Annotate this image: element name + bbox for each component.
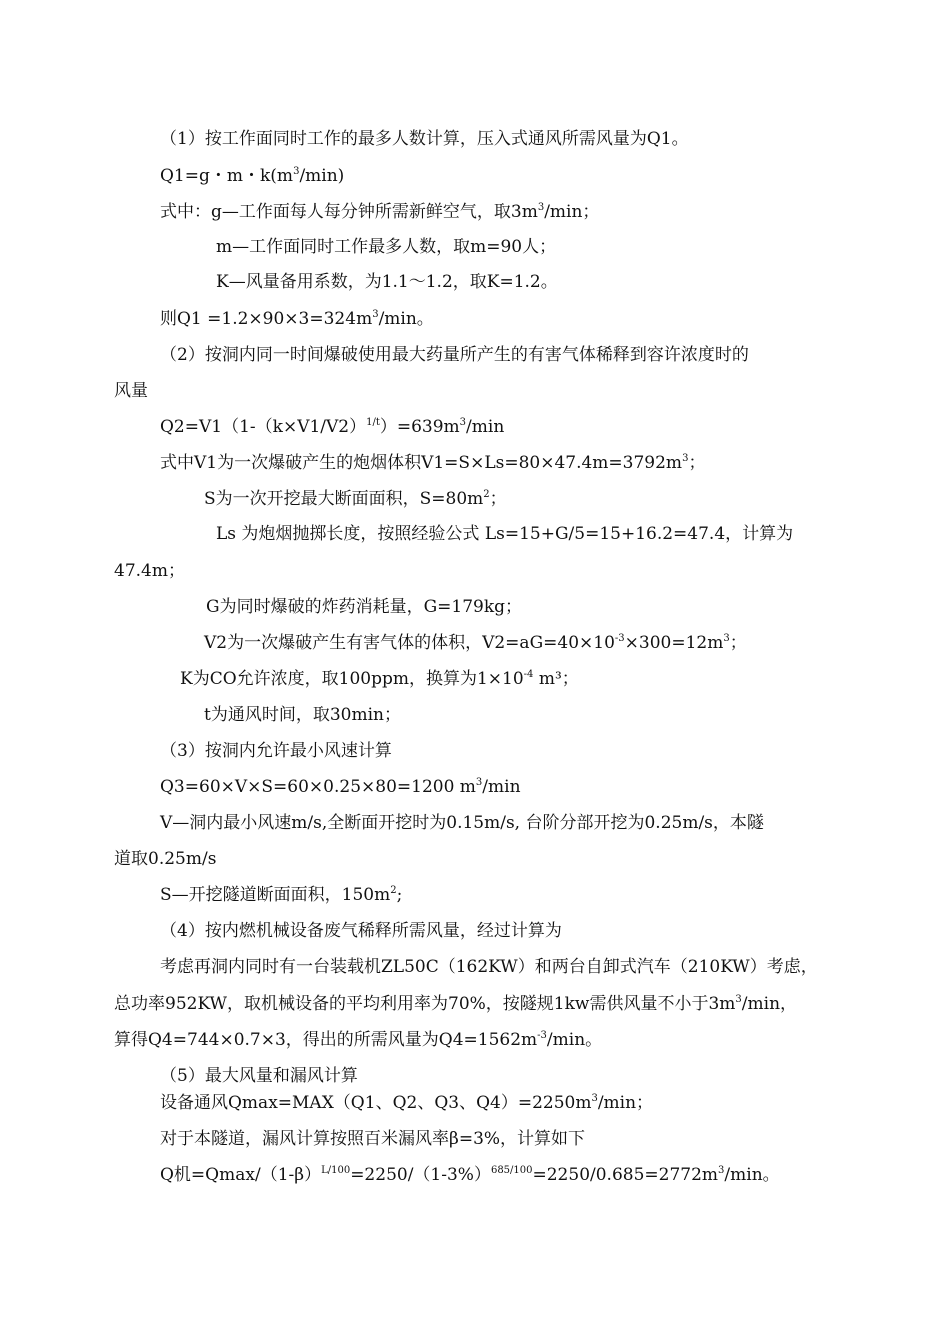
formula-q3: Q3=60×V×S=60×0.25×80=1200 $m^3/\min$	[160, 777, 521, 797]
where-m: m—工作面同时工作最多人数，取m=90人；	[216, 237, 557, 257]
where-t: t为通风时间，取30min；	[204, 705, 401, 725]
formula-q2: $Q2=V1(1-(k\times V1/V2)^{1/t})=639m^3/\min$	[160, 417, 505, 437]
formula-q1: Q1=g・m・$k(m^3/\min)$	[160, 166, 345, 186]
where-s: S为一次开挖最大断面面积，$S=80m^2$；	[204, 489, 507, 509]
where-v1: 式中V1为一次爆破产生的炮烟体积$V1=S\times Ls=80\times 47.4m=3792m^3$；	[160, 453, 706, 473]
formula-qmax: 设备通风Qmax=MAX（Q1、Q2、Q3、$Q4)=2250m^3/\min$；	[160, 1093, 654, 1113]
where-v-cont: 道取0.25m/s	[114, 849, 217, 869]
where-ls-cont: 47.4m；	[114, 561, 185, 581]
formula-q-machine: Q机$=Qmax/(1-\beta)^{L/100}=2250/(1-3\%)^{685/100}=2250/0.685=2772m^3/\min$。	[160, 1165, 780, 1185]
section-4-para-line-3: 算得Q4=744×0.7×3，得出的所需风量为$Q4=1562m^{-3}/\min$。	[114, 1030, 603, 1050]
section-5-heading: （5）最大风量和漏风计算	[160, 1066, 358, 1086]
section-4-para-line-1: 考虑再洞内同时有一台装载机ZL50C（162KW）和两台自卸式汽车（210KW）考虑，	[160, 957, 818, 977]
where-k-co: K为CO允许浓度，取100ppm，换算为$1\times 10^{-4}$ m³；	[180, 669, 579, 689]
section-1-heading: （1）按工作面同时工作的最多人数计算，压入式通风所需风量为Q1。	[160, 129, 689, 149]
where-g-charge: G为同时爆破的炸药消耗量，G=179kg；	[206, 597, 523, 617]
section-4-heading: （4）按内燃机械设备废气稀释所需风量，经过计算为	[160, 921, 562, 941]
where-s-tunnel: S—开挖隧道断面面积，$150m^2$;	[160, 885, 403, 905]
where-g: 式中：g—工作面每人每分钟所需新鲜空气，取$3m^3/\min$；	[160, 202, 600, 222]
where-k: K—风量备用系数，为1.1～1.2，取K=1.2。	[216, 272, 558, 292]
section-4-para-line-2: 总功率952KW，取机械设备的平均利用率为70%，按隧规1kw需供风量不小于$3m^3/\min$，	[114, 994, 798, 1014]
result-q1: 则$Q1 =1.2\times 90\times 3=324m^3/\min$。	[160, 309, 434, 329]
section-2-heading-cont: 风量	[114, 381, 148, 401]
where-ls: Ls 为炮烟抛掷长度，按照经验公式 Ls=15+G/5=15+16.2=47.4，计算为	[216, 524, 794, 544]
where-v: V—洞内最小风速m/s,全断面开挖时为0.15m/s, 台阶分部开挖为0.25m/s，本隧	[160, 813, 764, 833]
leak-rate-line: 对于本隧道，漏风计算按照百米漏风率β=3%，计算如下	[160, 1129, 586, 1149]
section-3-heading: （3）按洞内允许最小风速计算	[160, 741, 392, 761]
where-v2: V2为一次爆破产生有害气体的体积，$V2=aG=40\times 10^{-3}\times 300=12m^3$；	[204, 633, 747, 653]
section-2-heading: （2）按洞内同一时间爆破使用最大药量所产生的有害气体稀释到容许浓度时的	[160, 345, 749, 365]
